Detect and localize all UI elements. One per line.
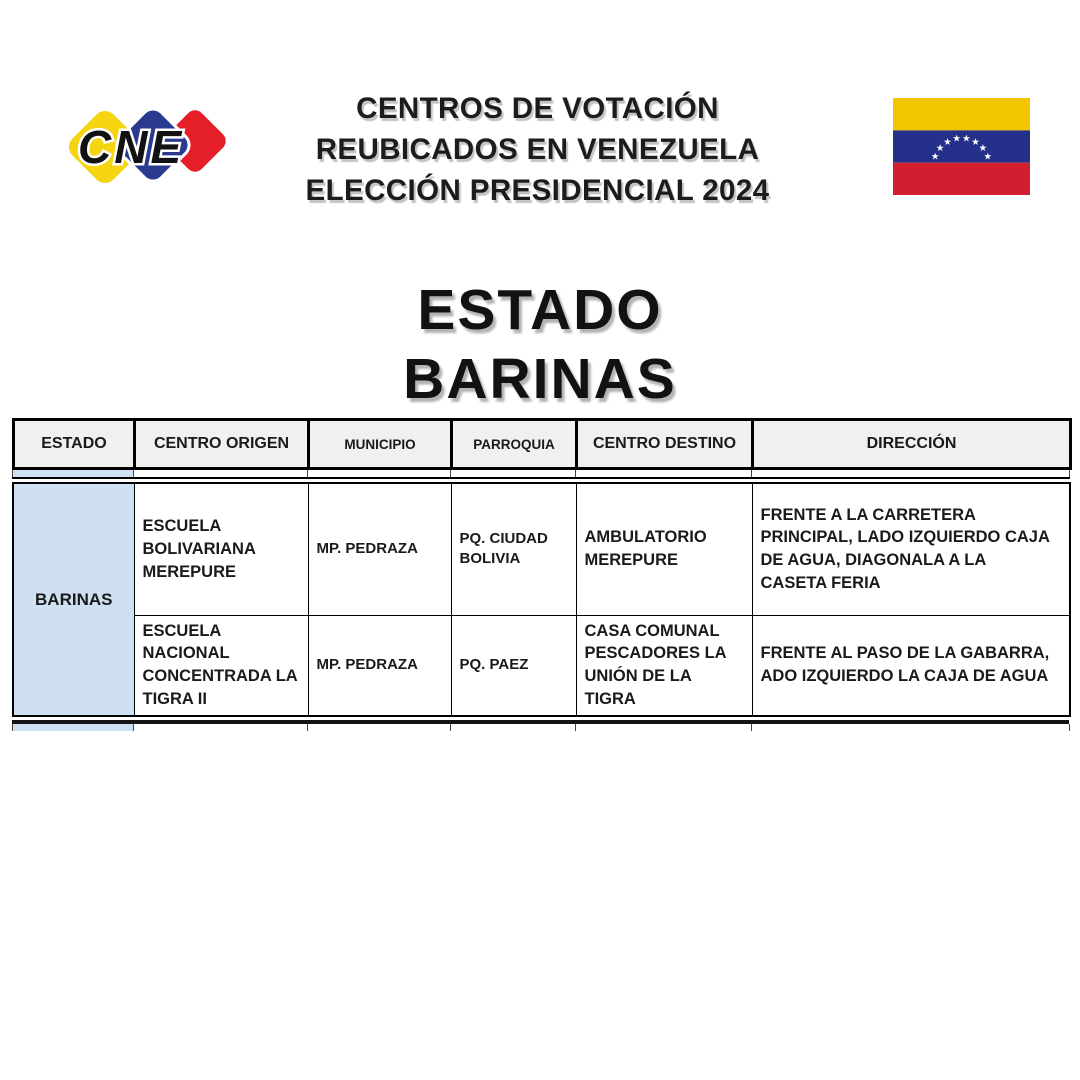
- cell-centro-origen: ESCUELA NACIONAL CONCENTRADA LA TIGRA II: [134, 615, 308, 716]
- flag-star-icon: ★: [943, 137, 952, 148]
- table-body: [12, 482, 1071, 717]
- banner-title-line-1: CENTROS DE VOTACIÓN: [356, 92, 719, 125]
- column-header-municipio: MUNICIPIO: [309, 420, 452, 469]
- cell-municipio: MP. PEDRAZA: [308, 615, 451, 716]
- banner-title: [230, 88, 845, 211]
- cell-parroquia: PQ. PAEZ: [451, 615, 576, 716]
- spacer-cell: [13, 470, 134, 478]
- column-header-estado: ESTADO: [14, 420, 135, 469]
- venezuela-flag: [893, 98, 1030, 195]
- cell-municipio: MP. PEDRAZA: [308, 483, 451, 615]
- section-title-line-1: ESTADO: [417, 278, 663, 342]
- spacer-cell: [308, 724, 451, 731]
- cell-direccion: FRENTE A LA CARRETERA PRINCIPAL, LADO IZQUIERDO CAJA DE AGUA, DIAGONALA A LA CASETA FERIA: [752, 483, 1070, 615]
- flag-star-icon: ★: [952, 133, 961, 145]
- spacer-cell: [576, 470, 752, 478]
- spacer-cell: [451, 724, 576, 731]
- flag-star-icon: ★: [978, 143, 988, 155]
- column-header-centro-origen: CENTRO ORIGEN: [135, 420, 309, 469]
- cell-direccion: FRENTE AL PASO DE LA GABARRA, ADO IZQUIERDO LA CAJA DE AGUA: [752, 615, 1070, 716]
- flag-red-band: [893, 163, 1030, 195]
- spacer-cell: [752, 724, 1070, 731]
- table-spacer-row-bottom: [12, 724, 1070, 731]
- column-header-centro-destino: CENTRO DESTINO: [577, 420, 753, 469]
- flag-star-icon: ★: [930, 151, 940, 163]
- cell-centro-destino: AMBULATORIO MEREPURE: [576, 483, 752, 615]
- spacer-cell: [308, 470, 451, 478]
- cne-logo: [45, 85, 235, 205]
- table-row: [13, 483, 1070, 615]
- flag-yellow-band: [893, 98, 1030, 130]
- banner-title-line-2: REUBICADOS EN VENEZUELA: [315, 133, 760, 166]
- spacer-cell: [134, 724, 308, 731]
- section-title-line-2: BARINAS: [403, 347, 677, 411]
- flag-star-icon: ★: [983, 151, 993, 163]
- relocated-centers-table: [12, 418, 1069, 731]
- cell-parroquia: PQ. CIUDAD BOLIVIA: [451, 483, 576, 615]
- cne-logo-text: CNE: [78, 121, 185, 173]
- column-header-direccion: DIRECCIÓN: [753, 420, 1071, 469]
- flag-star-icon: ★: [971, 137, 980, 148]
- spacer-cell: [752, 470, 1070, 478]
- table-spacer-row-top: [12, 470, 1070, 479]
- cell-estado: BARINAS: [13, 483, 134, 716]
- spacer-cell: [451, 470, 576, 478]
- section-title: [0, 276, 1080, 414]
- spacer-cell: [13, 724, 134, 731]
- flag-star-icon: ★: [935, 143, 945, 155]
- column-header-parroquia: PARROQUIA: [452, 420, 577, 469]
- table-header-row: [12, 418, 1072, 470]
- table-row: [13, 615, 1070, 716]
- cell-centro-origen: ESCUELA BOLIVARIANA MEREPURE: [134, 483, 308, 615]
- spacer-cell: [576, 724, 752, 731]
- banner-title-line-3: ELECCIÓN PRESIDENCIAL 2024: [305, 174, 770, 207]
- flag-star-icon: ★: [962, 133, 971, 145]
- spacer-cell: [134, 470, 308, 478]
- cell-centro-destino: CASA COMUNAL PESCADORES LA UNIÓN DE LA TIGRA: [576, 615, 752, 716]
